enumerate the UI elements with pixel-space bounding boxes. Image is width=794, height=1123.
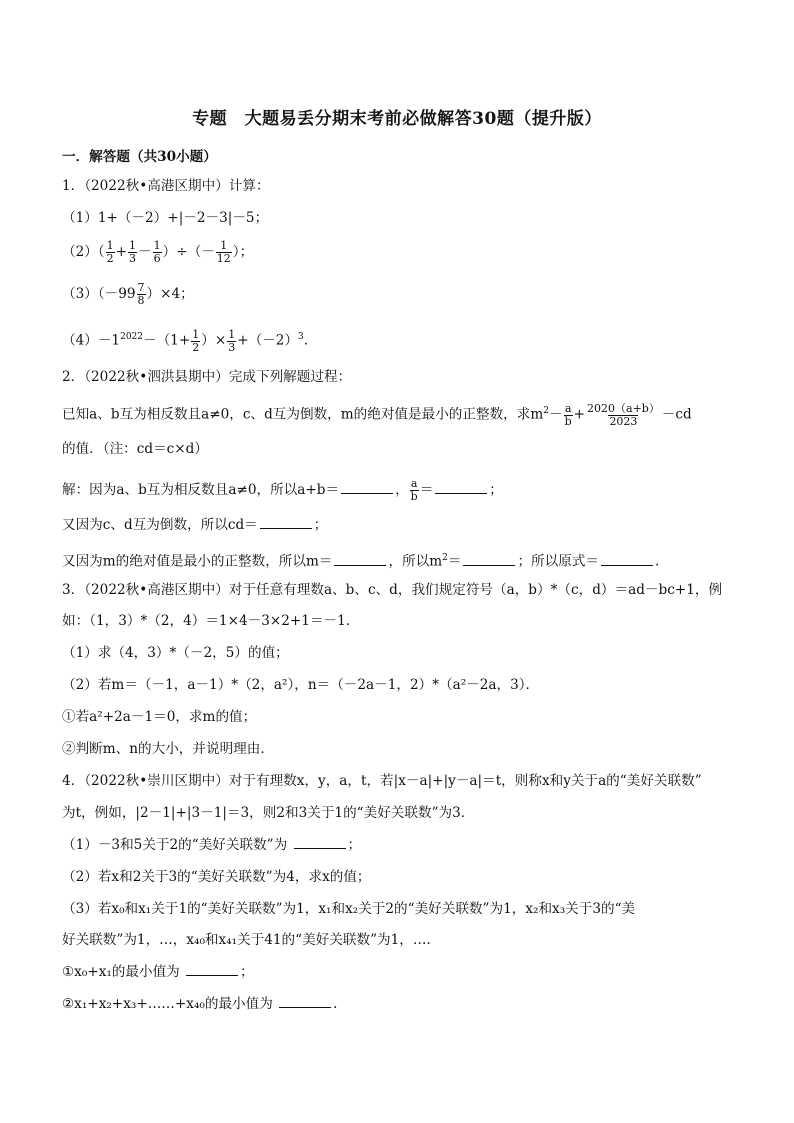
- q1-part2: （2）（ $\frac{1}{2}$ + $\frac{1}{3}$ － $\frac{1}{6}$ ）÷（－ $\frac{1}{12}$ ）；: [62, 239, 254, 265]
- q1-part4: $(4)-1^{2022}-(1+$ $\frac{1}{2}$ ）× $\frac{1}{3}$ $+(-2)^3$.: [62, 327, 309, 354]
- q4-part3-a: ①x₀+x₁的最小值为 ；: [62, 961, 734, 983]
- q3-part2-b: ②判断m、n的大小，并说明理由．: [62, 741, 274, 757]
- q4-line1: 4．（2022秋•崇川区期中）对于有理数x，y，a，t，若|x－a|+|y－a|＝t，则称x和y关于a的“美好关联数”: [62, 773, 702, 789]
- q2-line1: 已知a、b互为相反数且a≠0，c、d互为倒数，m的绝对值是最小的正整数，求$m^2-$ $\frac{a}{b}$ + $\frac{2020(a+b)}{2023}$ －cd: [62, 401, 692, 428]
- q3-part2-a: ①若a²+2a－1＝0，求m的值；: [62, 709, 257, 725]
- q2-line3: 解：因为a、b互为相反数且a≠0，所以a+b＝ ， $\frac{a}{b}$ ＝ ；: [62, 477, 503, 503]
- fraction: $\frac{a}{b}$: [564, 401, 572, 428]
- q4-line2: 为t，例如，|2－1|+|3－1|＝3，则2和3关于1的“美好关联数”为3．: [62, 805, 475, 821]
- q2-heading: 2．（2022秋•泗洪县期中）完成下列解题过程：: [62, 369, 352, 385]
- q4-part2: （2）若x和2关于3的“美好关联数”为4，求x的值；: [62, 869, 371, 885]
- section-heading: 一．解答题（共30小题）: [62, 149, 217, 165]
- q3-line2: 如：（1，3）*（2，4）＝1×4－3×2+1＝－1．: [62, 613, 360, 629]
- q2-line5: 又因为m的绝对值是最小的正整数，所以m＝ ，所以$m^2=$ ；所以原式＝ .: [62, 547, 734, 573]
- answer-blank[interactable]: [463, 551, 515, 566]
- q4-part3-b: ②x₁+x₂+x₃+……+x₄₀的最小值为 .: [62, 993, 734, 1015]
- q2-line4: 又因为c、d互为倒数，所以cd＝ ；: [62, 514, 734, 536]
- answer-blank[interactable]: [260, 514, 312, 529]
- q4-part3: （3）若x₀和x₁关于1的“美好关联数”为1，x₁和x₂关于2的“美好关联数”为1，x₂和x₃关于3的“美: [62, 901, 636, 917]
- fraction: $\frac{7}{8}$: [137, 281, 145, 307]
- q1-part3: （3）（－99 $\frac{7}{8}$ ）×4；: [62, 281, 194, 307]
- q1-part1: （1）1+（－2）+|－2－3|－5；: [62, 210, 269, 226]
- answer-blank[interactable]: [435, 479, 487, 494]
- fraction: $\frac{1}{6}$: [153, 239, 161, 265]
- q3-line1: 3．（2022秋•高港区期中）对于任意有理数a、b、c、d，我们规定符号（a，b）*（c，d）＝ad－bc+1，例: [62, 582, 723, 598]
- fraction: $\frac{2020(a+b)}{2023}$: [587, 401, 660, 428]
- fraction: $\frac{1}{2}$: [106, 239, 114, 265]
- q4-part1: （1）－3和5关于2的“美好关联数”为 ；: [62, 834, 734, 856]
- q3-part2: （2）若m＝（－1，a－1）*（2，a²），n＝（－2a－1，2）*（a²－2a，3）．: [62, 677, 540, 693]
- fraction: $\frac{1}{3}$: [228, 327, 236, 354]
- q3-part1: （1）求（4，3）*（－2，5）的值；: [62, 645, 289, 661]
- q2-line2: 的值．（注：cd＝c×d）: [62, 441, 208, 457]
- fraction: $\frac{a}{b}$: [410, 477, 418, 503]
- q1-heading: 1．（2022秋•高港区期中）计算：: [62, 178, 270, 194]
- fraction: $\frac{1}{12}$: [216, 239, 231, 265]
- answer-blank[interactable]: [341, 479, 393, 494]
- answer-blank[interactable]: [334, 551, 386, 566]
- answer-blank[interactable]: [279, 993, 331, 1008]
- answer-blank[interactable]: [186, 961, 238, 976]
- fraction: $\frac{1}{2}$: [192, 327, 200, 354]
- fraction: $\frac{1}{3}$: [129, 239, 137, 265]
- q4-part3-cont: 好关联数”为1，…，x₄₀和x₄₁关于41的“美好关联数”为1，…．: [62, 932, 441, 948]
- page-title: 专题 大题易丢分期末考前必做解答30题（提升版）: [192, 109, 602, 129]
- answer-blank[interactable]: [294, 834, 346, 849]
- answer-blank[interactable]: [601, 551, 653, 566]
